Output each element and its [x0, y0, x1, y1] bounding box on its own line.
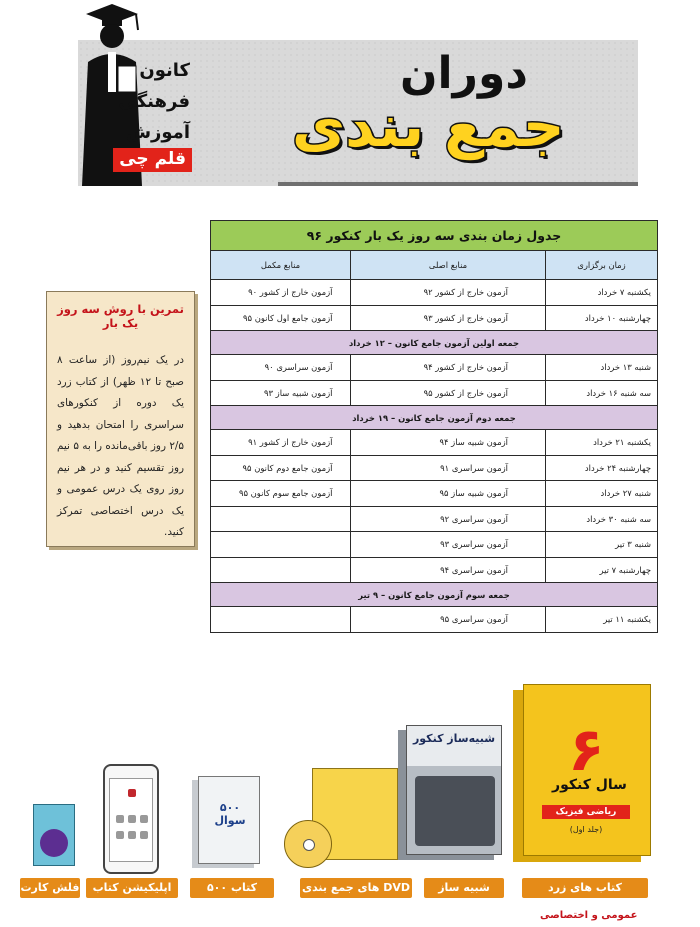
page-title-main: جمع بندی	[292, 92, 565, 160]
cell-main-source-text: آزمون سراسری ۹۴	[440, 564, 508, 575]
cell-main-source-text: آزمون سراسری ۹۲	[440, 513, 508, 524]
cell-main-source	[351, 455, 546, 481]
app-grid-icon	[140, 815, 148, 823]
cell-date: سه شنبه ۱۶ خرداد	[546, 380, 658, 406]
cell-main-source	[351, 280, 546, 306]
cell-extra-source	[211, 506, 351, 532]
cell-main-source-text: آزمون سراسری ۹۱	[440, 462, 508, 473]
flash-card-box-image	[33, 804, 75, 866]
cell-main-source	[351, 305, 546, 331]
cell-extra-source	[211, 455, 351, 481]
table-row	[211, 455, 658, 481]
app-logo-icon	[128, 789, 136, 797]
cell-extra-source	[211, 557, 351, 583]
institute-logo	[78, 40, 198, 186]
product-label-dvd: DVD های جمع بندی	[300, 878, 412, 898]
table-caption: جدول زمان بندی سه روز یک بار کنکور ۹۶	[211, 221, 658, 251]
column-header-main: منابع اصلی	[351, 251, 546, 280]
cell-main-source	[351, 355, 546, 381]
cell-extra-source-text: آزمون جامع اول کانون ۹۵	[243, 312, 333, 323]
cell-extra-source-text: آزمون خارج از کشور ۹۰	[248, 287, 333, 298]
logo-word-1: کانون	[139, 60, 190, 81]
cell-main-source	[351, 481, 546, 507]
phone-screen	[109, 778, 153, 862]
exam-separator-row	[211, 583, 658, 607]
page-header	[0, 0, 700, 200]
app-grid-icon	[116, 815, 124, 823]
table-row	[211, 430, 658, 456]
exam-separator-text: جمعه سوم آزمون جامع کانون – ۹ تیر	[211, 583, 658, 607]
cell-main-source	[351, 380, 546, 406]
table-row	[211, 557, 658, 583]
tip-box	[46, 291, 195, 547]
cell-extra-source-text: آزمون جامع دوم کانون ۹۵	[242, 462, 333, 473]
product-label-app: اپلیکیشن کتاب زرد	[86, 878, 178, 898]
cell-main-source-text: آزمون شبیه ساز ۹۴	[439, 437, 508, 448]
cell-extra-source	[211, 380, 351, 406]
cell-main-source-text: آزمون خارج از کشور ۹۴	[423, 362, 508, 373]
simulator-book-title: شبیه‌ساز کنکور	[407, 726, 501, 766]
simulator-book-image	[406, 725, 502, 855]
products-strip	[0, 670, 700, 927]
exam-separator-text: جمعه اولین آزمون جامع کانون – ۱۲ خرداد	[211, 331, 658, 355]
yellow-book-volume: (جلد اول)	[569, 825, 603, 834]
table-row	[211, 305, 658, 331]
book-500-image	[198, 776, 260, 864]
cell-extra-source	[211, 430, 351, 456]
column-header-date: زمان برگزاری	[546, 251, 658, 280]
table-row	[211, 607, 658, 633]
book-500-title: ۵۰۰ سوال	[214, 801, 246, 827]
cell-extra-source-text: آزمون سراسری ۹۰	[264, 362, 333, 373]
cell-date: یکشنبه ۷ خرداد	[546, 280, 658, 306]
flash-card-emblem-icon	[40, 829, 68, 857]
cell-main-source	[351, 557, 546, 583]
cell-date: چهارشنبه ۱۰ خرداد	[546, 305, 658, 331]
table-row	[211, 532, 658, 558]
cell-extra-source-text: آزمون شبیه ساز ۹۳	[264, 387, 333, 398]
cell-date: شنبه ۱۳ خرداد	[546, 355, 658, 381]
cell-date: شنبه ۲۷ خرداد	[546, 481, 658, 507]
yellow-book-number: ۶	[568, 715, 605, 785]
cell-date: یکشنبه ۲۱ خرداد	[546, 430, 658, 456]
app-grid-icon	[128, 831, 136, 839]
table-row	[211, 355, 658, 381]
table-row	[211, 380, 658, 406]
simulator-book-cover-photo	[415, 776, 495, 846]
cell-date: شنبه ۳ تیر	[546, 532, 658, 558]
cell-extra-source	[211, 532, 351, 558]
cell-extra-source	[211, 481, 351, 507]
exam-separator-row	[211, 406, 658, 430]
cell-extra-source	[211, 607, 351, 633]
cell-extra-source-text: آزمون جامع سوم کانون ۹۵	[238, 488, 333, 499]
exam-separator-row	[211, 331, 658, 355]
logo-word-2: فرهنگی	[118, 91, 190, 112]
page-title-top: دوران	[400, 48, 528, 99]
product-label-simulator: شبیه ساز کنکور	[424, 878, 504, 898]
cell-main-source-text: آزمون شبیه ساز ۹۵	[439, 488, 508, 499]
product-label-500: کتاب ۵۰۰ سوال	[190, 878, 274, 898]
cell-main-source-text: آزمون خارج از کشور ۹۳	[423, 312, 508, 323]
cell-extra-source	[211, 355, 351, 381]
app-grid-icon	[140, 831, 148, 839]
schedule-table	[210, 220, 658, 633]
cell-date: سه شنبه ۳۰ خرداد	[546, 506, 658, 532]
cell-main-source	[351, 506, 546, 532]
phone-app-image	[103, 764, 159, 874]
cell-main-source	[351, 430, 546, 456]
cell-extra-source-text: آزمون خارج از کشور ۹۱	[248, 437, 333, 448]
cell-extra-source	[211, 305, 351, 331]
cell-main-source	[351, 532, 546, 558]
app-grid-icon	[128, 815, 136, 823]
cell-date: چهارشنبه ۷ تیر	[546, 557, 658, 583]
logo-brand: قلم چی	[113, 148, 192, 172]
tip-body: در یک نیم‌روز (از ساعت ۸ صبح تا ۱۲ ظهر) از کتاب زرد یک دوره از کنکورهای سراسری را امتحان بدهید و ۲/۵ روز باقی‌مانده را به ۵ نیم روز تقسیم کنید و در هر نیم روز روی یک درس عمومی و یک درس اختصاصی تمرکز کنید.	[57, 354, 184, 538]
cell-main-source-text: آزمون خارج از کشور ۹۵	[423, 387, 508, 398]
cell-date: چهارشنبه ۲۴ خرداد	[546, 455, 658, 481]
cell-main-source-text: آزمون سراسری ۹۳	[440, 539, 508, 550]
tip-title: تمرین با روش سه روز یک بار	[57, 302, 184, 330]
cell-main-source-text: آزمون سراسری ۹۵	[440, 614, 508, 625]
cell-main-source-text: آزمون خارج از کشور ۹۲	[423, 287, 508, 298]
schedule-body	[211, 280, 658, 633]
cell-main-source	[351, 607, 546, 633]
table-row	[211, 280, 658, 306]
yellow-book-title: سال کنکور	[552, 777, 627, 793]
exam-separator-text: جمعه دوم آزمون جامع کانون – ۱۹ خرداد	[211, 406, 658, 430]
logo-word-3: آموزش	[126, 122, 190, 143]
cell-date: یکشنبه ۱۱ تیر	[546, 607, 658, 633]
yellow-book-image	[523, 684, 651, 856]
app-grid-icon	[116, 831, 124, 839]
dvd-disc-icon	[284, 820, 332, 868]
cell-extra-source	[211, 280, 351, 306]
table-row	[211, 506, 658, 532]
product-label-flash: فلش کارت	[20, 878, 80, 898]
yellow-book-subject: ریاضی فیزیک	[542, 805, 630, 819]
yellow-books-subtitle: عمومی و اختصاصی	[540, 910, 638, 921]
column-header-extra: منابع مکمل	[211, 251, 351, 280]
table-row	[211, 481, 658, 507]
product-label-yellow: کتاب های زرد	[522, 878, 648, 898]
